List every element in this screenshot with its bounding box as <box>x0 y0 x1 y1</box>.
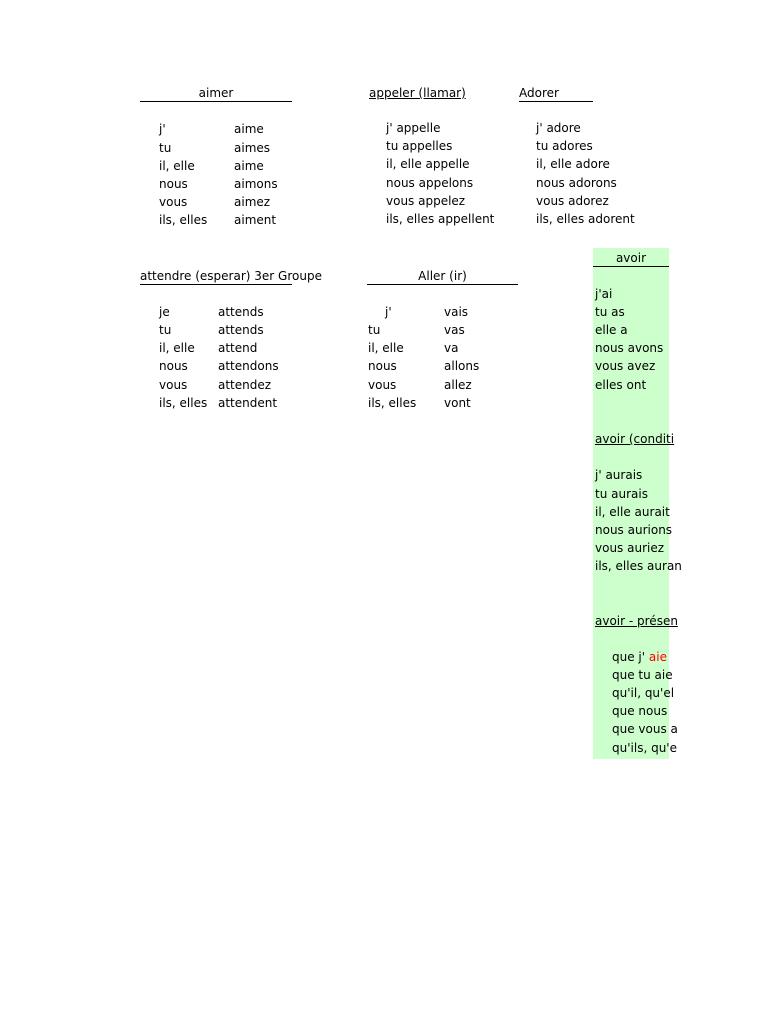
avoir-subjunctive-1 <box>612 649 667 665</box>
attendre-pronoun-4: nous <box>159 359 188 373</box>
aller-form-1: vais <box>444 305 469 319</box>
aimer-pronoun-4: nous <box>159 177 188 191</box>
adorer-row-4: nous adorons <box>536 176 617 190</box>
adorer-title: Adorer <box>519 85 593 102</box>
attendre-pronoun-2: tu <box>159 323 172 337</box>
adorer-row-2: tu adores <box>536 139 593 153</box>
appeler-row-5: vous appelez <box>386 194 466 208</box>
avoir-present-2: tu as <box>595 305 625 319</box>
attendre-form-6: attendent <box>218 396 278 410</box>
attendre-title: attendre (esperar) 3er Groupe <box>140 269 322 283</box>
aimer-form-6: aiment <box>234 213 277 227</box>
avoir-subjunctive-5: que vous a <box>612 722 678 736</box>
aimer-pronoun-5: vous <box>159 195 188 209</box>
aller-form-3: va <box>444 341 459 355</box>
attendre-form-5: attendez <box>218 378 272 392</box>
avoir-conditional-5: vous auriez <box>595 541 665 555</box>
aller-title: Aller (ir) <box>367 268 518 285</box>
avoir-present-6: elles ont <box>595 378 647 392</box>
appeler-row-6: ils, elles appellent <box>386 212 495 226</box>
aimer-pronoun-2: tu <box>159 141 172 155</box>
attendre-form-2: attends <box>218 323 264 337</box>
adorer-row-1: j' adore <box>536 121 581 135</box>
avoir-subjunctive-2: que tu aie <box>612 668 673 682</box>
avoir-conditional-title: avoir (conditi <box>595 432 675 446</box>
avoir-conditional-1: j' aurais <box>595 468 643 482</box>
appeler-row-1: j' appelle <box>386 121 441 135</box>
adorer-row-5: vous adorez <box>536 194 609 208</box>
avoir-title: avoir <box>593 250 669 267</box>
attendre-pronoun-1: je <box>159 305 170 319</box>
aimer-pronoun-1: j' <box>159 122 166 136</box>
aimer-form-4: aimons <box>234 177 278 191</box>
aimer-title: aimer <box>140 85 292 102</box>
aller-pronoun-1: j' <box>385 305 392 319</box>
aller-pronoun-5: vous <box>368 378 397 392</box>
appeler-title: appeler (llamar) <box>369 86 466 100</box>
adorer-row-6: ils, elles adorent <box>536 212 635 226</box>
adorer-row-3: il, elle adore <box>536 157 610 171</box>
aller-form-6: vont <box>444 396 471 410</box>
aller-form-5: allez <box>444 378 472 392</box>
aimer-form-2: aimes <box>234 141 271 155</box>
attendre-form-1: attends <box>218 305 264 319</box>
avoir-present-5: vous avez <box>595 359 656 373</box>
attendre-form-3: attend <box>218 341 258 355</box>
aller-pronoun-2: tu <box>368 323 381 337</box>
avoir-subjunctive-4: que nous <box>612 704 668 718</box>
avoir-present-4: nous avons <box>595 341 664 355</box>
avoir-conditional-4: nous aurions <box>595 523 673 537</box>
appeler-row-3: il, elle appelle <box>386 157 470 171</box>
appeler-row-4: nous appelons <box>386 176 474 190</box>
avoir-subjunctive-1-form: aie <box>648 650 667 664</box>
attendre-pronoun-5: vous <box>159 378 188 392</box>
avoir-conditional-2: tu aurais <box>595 487 648 501</box>
attendre-pronoun-3: il, elle <box>159 341 195 355</box>
avoir-subjunctive-1-prefix: que j' <box>612 650 646 664</box>
avoir-present-3: elle a <box>595 323 628 337</box>
aller-form-2: vas <box>444 323 465 337</box>
attendre-form-4: attendons <box>218 359 279 373</box>
avoir-subjunctive-6: qu'ils, qu'e <box>612 741 677 755</box>
avoir-conditional-3: il, elle aurait <box>595 505 670 519</box>
aimer-form-5: aimez <box>234 195 271 209</box>
attendre-pronoun-6: ils, elles <box>159 396 208 410</box>
aimer-form-3: aime <box>234 159 264 173</box>
aller-pronoun-3: il, elle <box>368 341 404 355</box>
avoir-subjunctive-title: avoir - présen <box>595 614 678 628</box>
aller-pronoun-6: ils, elles <box>368 396 417 410</box>
aimer-form-1: aime <box>234 122 264 136</box>
appeler-row-2: tu appelles <box>386 139 453 153</box>
aller-form-4: allons <box>444 359 480 373</box>
aimer-pronoun-3: il, elle <box>159 159 195 173</box>
avoir-subjunctive-3: qu'il, qu'el <box>612 686 675 700</box>
avoir-panel <box>593 248 682 759</box>
aller-pronoun-4: nous <box>368 359 397 373</box>
avoir-conditional-6: ils, elles auran <box>595 559 682 573</box>
aimer-pronoun-6: ils, elles <box>159 213 208 227</box>
avoir-present-1: j'ai <box>595 287 613 301</box>
